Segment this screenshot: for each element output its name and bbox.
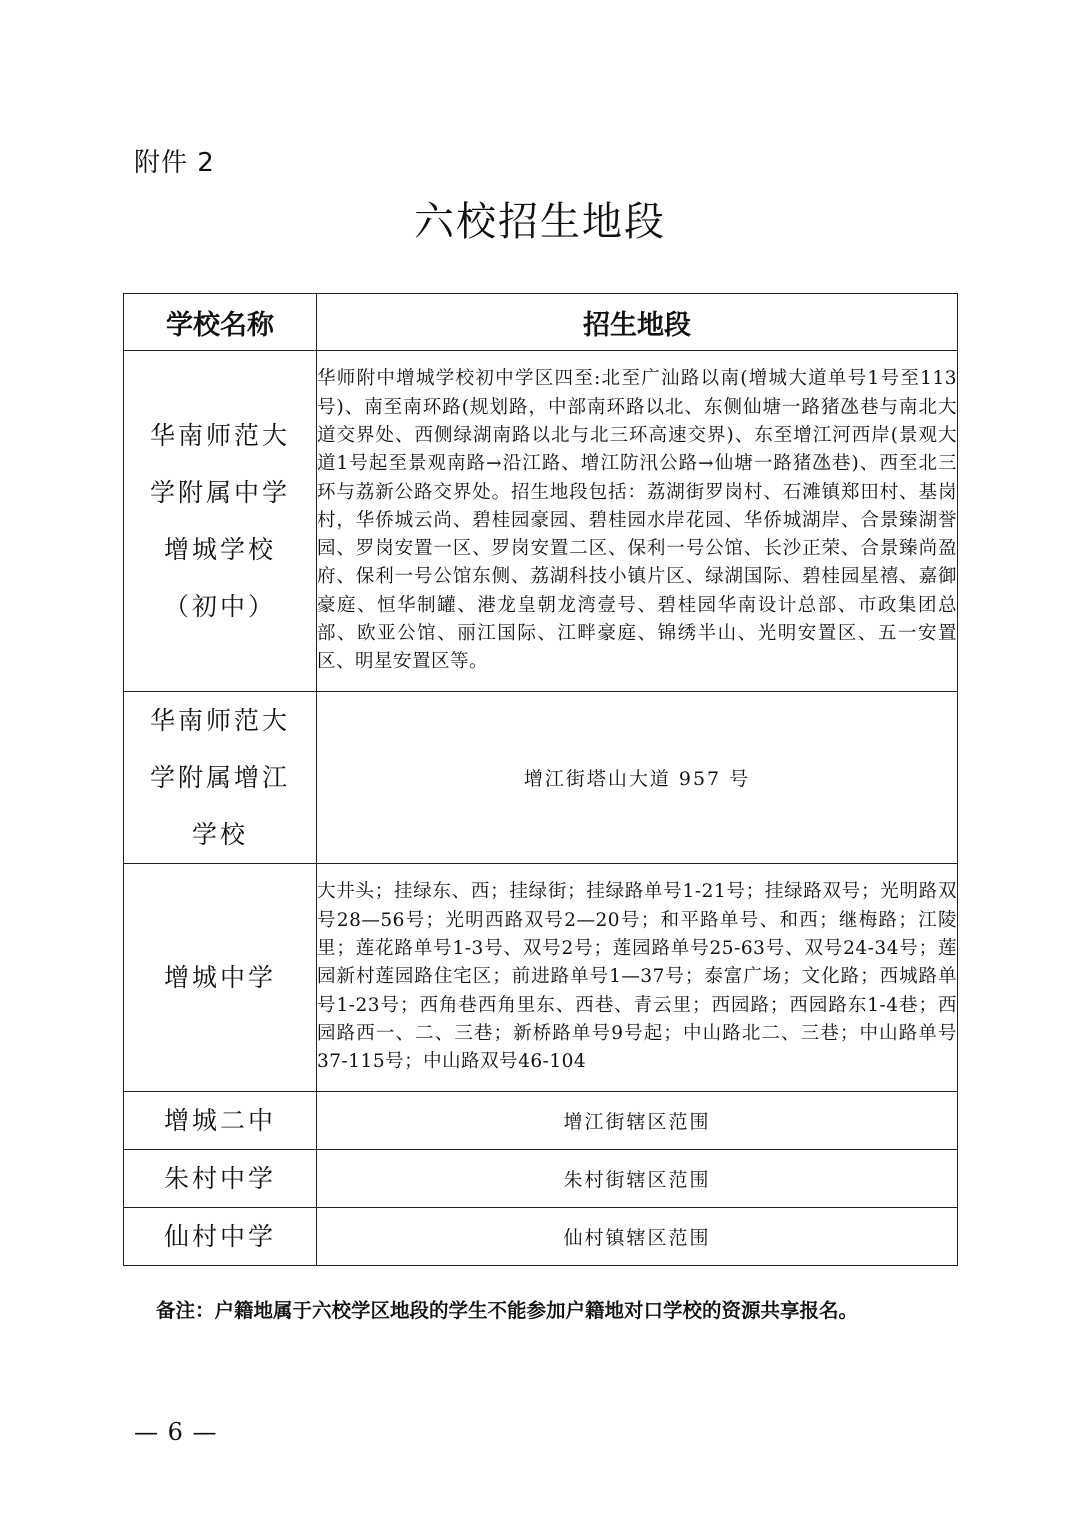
- school-name-line: 学附属增江: [149, 763, 290, 792]
- table-row: [124, 864, 958, 1092]
- school-name-line: 学校: [191, 820, 248, 849]
- school-name-cell: [124, 692, 317, 864]
- school-name-cell: [124, 1150, 317, 1208]
- school-name-line: 华南师范大: [149, 706, 290, 735]
- table-row: [124, 692, 958, 864]
- table-row: [124, 1092, 958, 1150]
- page-title: 六校招生地段: [414, 199, 666, 245]
- school-name-line: 增城二中: [163, 1106, 276, 1135]
- enrollment-area-cell: 华师附中增城学校初中学区四至:北至广汕路以南(增城大道单号1号至113号)、南至南环路(规划路，中部南环路以北、东侧仙塘一路猪氹巷与南北大道交界处、西侧绿湖南路以北与北三环高速交界)、东至增江河西岸(景观大道1号起至景观南路→沿江路、增江防汛公路→仙塘一路猪氹巷)、西至北三环与荔新公路交界处。招生地段包括：荔湖街罗岗村、石滩镇郑田村、基岗村，华侨城云尚、碧桂园豪园、碧桂园水岸花园、华侨城湖岸、合景臻湖誉园、罗岗安置一区、罗岗安置二区、保利一号公馆、长沙正荣、合景臻尚盈府、保利一号公馆东侧、荔湖科技小镇片区、绿湖国际、碧桂园星禧、嘉御豪庭、恒华制罐、港龙皇朝龙湾壹号、碧桂园华南设计总部、市政集团总部、欧亚公馆、丽江国际、江畔豪庭、锦绣半山、光明安置区、五一安置区、明星安置区等。: [317, 351, 958, 692]
- header-enrollment-area: 招生地段: [317, 294, 958, 351]
- school-name-line: 朱村中学: [163, 1164, 276, 1193]
- school-name-line: 学附属中学: [149, 478, 290, 507]
- school-name-line: 仙村中学: [163, 1222, 276, 1251]
- table-row: [124, 1150, 958, 1208]
- school-name-cell: [124, 1092, 317, 1150]
- school-name-cell: [124, 1208, 317, 1266]
- enrollment-area-cell: 增江街塔山大道 957 号: [317, 692, 958, 864]
- enrollment-area-cell: 增江街辖区范围: [317, 1092, 958, 1150]
- table-header-row: [124, 294, 958, 351]
- school-name-cell: [124, 864, 317, 1092]
- page-number: — 6 —: [134, 1418, 218, 1446]
- school-name-line: 华南师范大: [149, 421, 290, 450]
- enrollment-area-cell: 朱村街辖区范围: [317, 1150, 958, 1208]
- school-name-line: 增城中学: [163, 963, 276, 992]
- table-row: [124, 1208, 958, 1266]
- header-school-name: 学校名称: [124, 294, 317, 351]
- school-name-line: 增城学校: [163, 535, 276, 564]
- table-row: [124, 351, 958, 692]
- attachment-label: 附件 2: [134, 148, 215, 178]
- enrollment-area-cell: 仙村镇辖区范围: [317, 1208, 958, 1266]
- school-name-cell: [124, 351, 317, 692]
- school-name-line: （初中）: [163, 592, 276, 621]
- enrollment-area-table: [123, 293, 958, 1266]
- enrollment-area-cell: 大井头；挂绿东、西；挂绿街；挂绿路单号1-21号；挂绿路双号；光明路双号28—56号；光明西路双号2—20号；和平路单号、和西；继梅路；江陵里；莲花路单号1-3号、双号2号；莲园路单号25-63号、双号24-34号；莲园新村莲园路住宅区；前进路单号1—37号；泰富广场；文化路；西城路单号1-23号；西角巷西角里东、西巷、青云里；西园路；西园路东1-4巷；西园路西一、二、三巷；新桥路单号9号起；中山路北二、三巷；中山路单号37-115号；中山路双号46-104: [317, 864, 958, 1092]
- remark-note: 备注：户籍地属于六校学区地段的学生不能参加户籍地对口学校的资源共享报名。: [156, 1299, 859, 1322]
